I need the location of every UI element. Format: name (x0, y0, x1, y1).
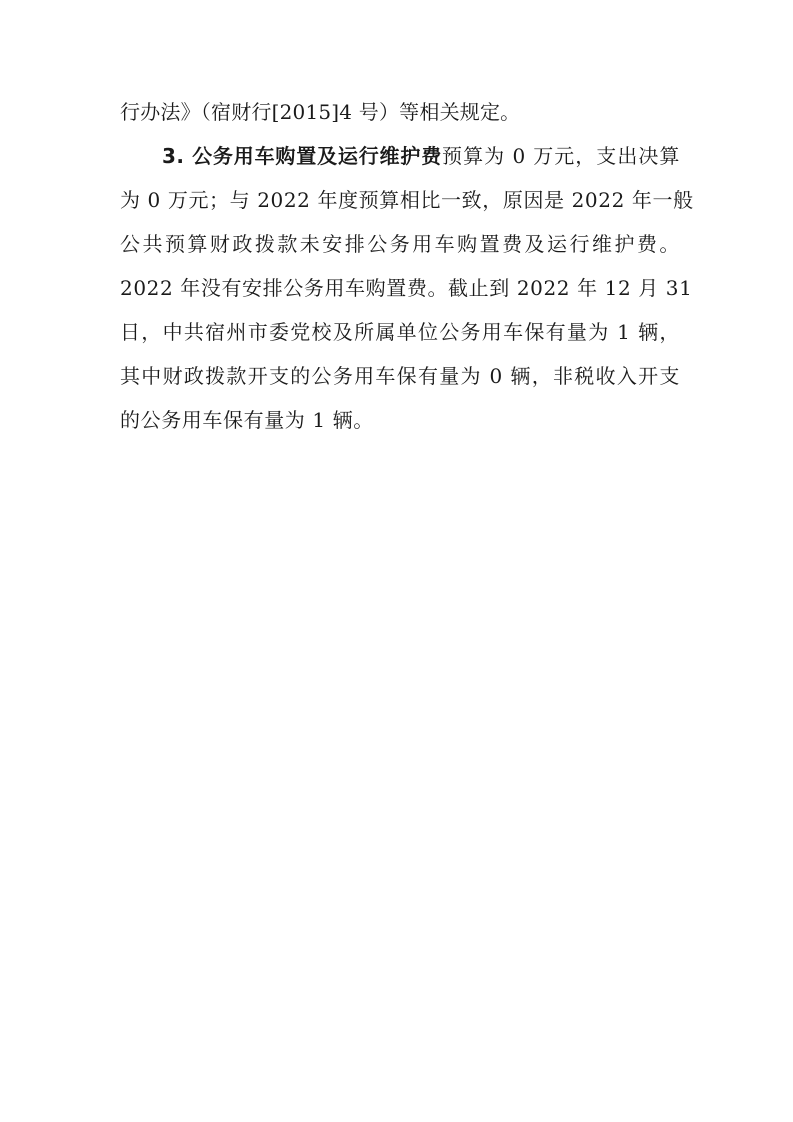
paragraph-line: 行办法》（宿财行[2015]4 号）等相关规定。 (120, 100, 521, 124)
section-3-heading: 3. 公务用车购置及运行维护费 (162, 144, 443, 168)
paragraph-line: 为 0 万元；与 2022 年度预算相比一致，原因是 2022 年一般 (120, 188, 694, 212)
paragraph-line: 其中财政拨款开支的公务用车保有量为 0 辆，非税收入开支 (120, 364, 680, 388)
paragraph-line: 日，中共宿州市委党校及所属单位公务用车保有量为 1 辆， (120, 320, 680, 344)
section-3-first-line (120, 143, 680, 169)
paragraph-line: 2022 年没有安排公务用车购置费。截止到 2022 年 12 月 31 (120, 276, 693, 300)
section-3-text: 预算为 0 万元，支出决算 (442, 144, 680, 168)
document-body (120, 99, 694, 451)
paragraph-line: 公共预算财政拨款未安排公务用车购置费及运行维护费。 (120, 232, 680, 256)
paragraph-line: 的公务用车保有量为 1 辆。 (120, 408, 374, 432)
